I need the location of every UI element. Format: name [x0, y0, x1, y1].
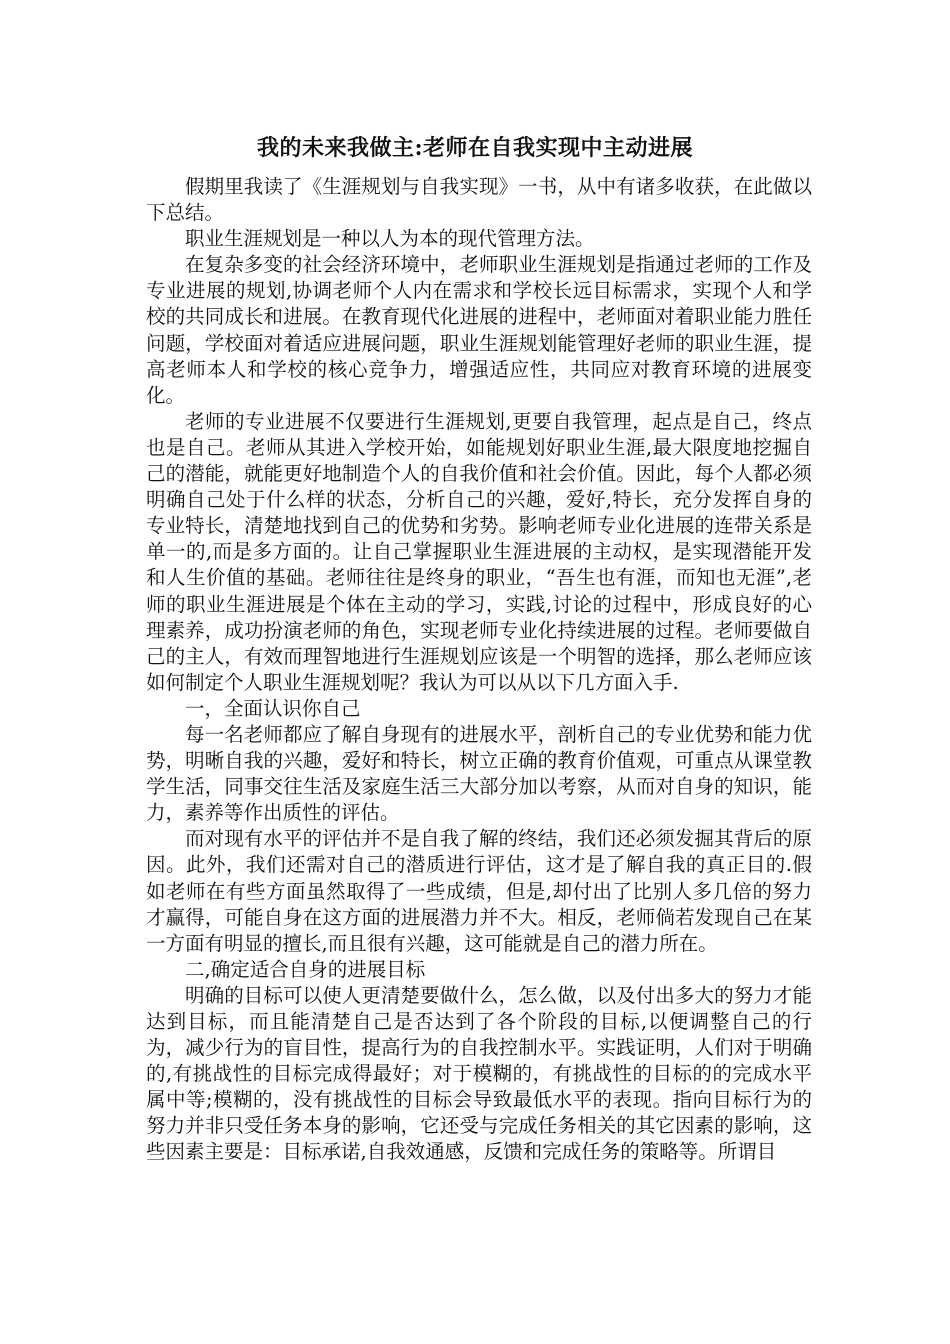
document-title: 我的未来我做主:老师在自我实现中主动进展 — [256, 135, 694, 161]
paragraph-goals: 明确的目标可以使人更清楚要做什么，怎么做，以及付出多大的努力才能达到目标，而且能清楚自己是否达到了各个阶段的目标,以便调整自己的行为，减少行为的盲目性，提高行为的自我控制水平。实践证明，人们对于明确的,有挑战性的目标完成得最好；对于模糊的，有挑战性的目标的的完成水平属中等;模糊的，没有挑战性的目标会导致最低水平的表现。指向目标行为的努力并非只受任务本身的影响，它还受与完成任务相关的其它因素的影响，这些因素主要是：目标承诺,自我效通感，反馈和完成任务的策略等。所谓目 — [146, 983, 812, 1164]
paragraph-self-management: 老师的专业进展不仅要进行生涯规划,更要自我管理，起点是自己，终点也是自己。老师从其进入学校开始，如能规划好职业生涯,最大限度地挖掘自己的潜能，就能更好地制造个人的自我价值和社会价值。因此，每个人都必须明确自己处于什么样的状态，分析自己的兴趣，爱好,特长，充分发挥自身的专业特长，清楚地找到自己的优势和劣势。影响老师专业化进展的连带关系是单一的,而是多方面的。让自己掌握职业生涯进展的主动权，是实现潜能开发和人生价值的基础。老师往往是终身的职业，“吾生也有涯，而知也无涯”,老师的职业生涯进展是个体在主动的学习，实践,讨论的过程中，形成良好的心理素养，成功扮演老师的角色，实现老师专业化持续进展的过程。老师要做自己的主人，有效而理智地进行生涯规划应该是一个明智的选择，那么老师应该如何制定个人职业生涯规划呢？我认为可以从以下几方面入手. — [146, 409, 812, 694]
paragraph-self-assessment: 每一名老师都应了解自身现有的进展水平，剖析自己的专业优势和能力优势，明晰自我的兴趣，爱好和特长，树立正确的教育价值观，可重点从课堂教学生活，同事交往生活及家庭生活三大部分加以考察，从而对自身的知识，能力，素养等作出质性的评估。 — [146, 722, 812, 825]
paragraph-potential: 而对现有水平的评估并不是自我了解的终结，我们还必须发掘其背后的原因。此外，我们还需对自己的潜质进行评估，这才是了解自我的真正目的.假如老师在有些方面虽然取得了一些成绩，但是,却付出了比别人多几倍的努力才赢得，可能自身在这方面的进展潜力并不大。相反，老师倘若发现自己在某一方面有明显的擅长,而且很有兴趣，这可能就是自己的潜力所在。 — [146, 827, 812, 955]
paragraph-intro: 假期里我读了《生涯规划与自我实现》一书，从中有诸多收获，在此做以下总结。 — [146, 175, 812, 225]
paragraph-definition: 职业生涯规划是一种以人为本的现代管理方法。 — [185, 227, 595, 251]
section-heading-know-yourself: 一，全面认识你自己 — [185, 696, 361, 720]
section-heading-set-goals: 二,确定适合自身的进展目标 — [185, 957, 426, 981]
paragraph-environment: 在复杂多变的社会经济环境中，老师职业生涯规划是指通过老师的工作及专业进展的规划,协调老师个人内在需求和学校长远目标需求，实现个人和学校的共同成长和进展。在教育现代化进展的进程中，老师面对着职业能力胜任问题，学校面对着适应进展问题，职业生涯规划能管理好老师的职业生涯，提高老师本人和学校的核心竞争力，增强适应性，共同应对教育环境的进展变化。 — [146, 253, 812, 407]
document-body — [146, 174, 812, 1166]
